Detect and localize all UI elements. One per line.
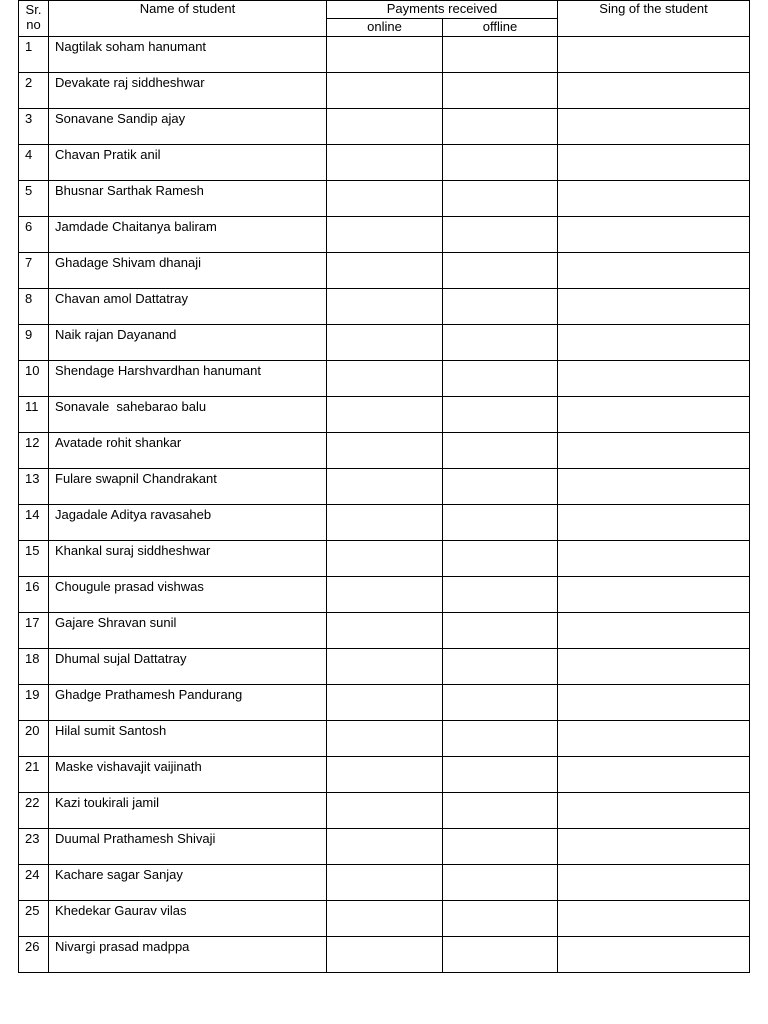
offline-payment-cell xyxy=(443,577,558,613)
student-name-cell: Sonavale sahebarao balu xyxy=(49,397,327,433)
signature-cell xyxy=(558,541,750,577)
offline-payment-cell xyxy=(443,901,558,937)
signature-cell xyxy=(558,829,750,865)
signature-cell xyxy=(558,397,750,433)
sr-no-cell: 11 xyxy=(19,397,49,433)
header-online xyxy=(327,19,443,37)
sr-no-cell: 12 xyxy=(19,433,49,469)
student-name-cell: Nivargi prasad madppa xyxy=(49,937,327,973)
header-offline-label: offline xyxy=(482,19,518,34)
table-row xyxy=(19,289,750,325)
table-row xyxy=(19,721,750,757)
offline-payment-cell xyxy=(443,505,558,541)
offline-payment-cell xyxy=(443,937,558,973)
table-row xyxy=(19,433,750,469)
table-row xyxy=(19,649,750,685)
sr-no-cell: 23 xyxy=(19,829,49,865)
header-sign-label: Sing of the student xyxy=(599,1,708,16)
student-name-cell: Ghadge Prathamesh Pandurang xyxy=(49,685,327,721)
offline-payment-cell xyxy=(443,397,558,433)
offline-payment-cell xyxy=(443,289,558,325)
header-name-label: Name of student xyxy=(139,1,236,16)
online-payment-cell xyxy=(327,73,443,109)
signature-cell xyxy=(558,721,750,757)
student-name-cell: Duumal Prathamesh Shivaji xyxy=(49,829,327,865)
offline-payment-cell xyxy=(443,829,558,865)
signature-cell xyxy=(558,937,750,973)
online-payment-cell xyxy=(327,397,443,433)
signature-cell xyxy=(558,433,750,469)
sr-no-cell: 13 xyxy=(19,469,49,505)
header-payments-received xyxy=(327,1,558,19)
header-online-label: online xyxy=(367,19,402,34)
signature-cell xyxy=(558,649,750,685)
signature-cell xyxy=(558,289,750,325)
online-payment-cell xyxy=(327,217,443,253)
offline-payment-cell xyxy=(443,325,558,361)
student-name-cell: Shendage Harshvardhan hanumant xyxy=(49,361,327,397)
table-row xyxy=(19,469,750,505)
offline-payment-cell xyxy=(443,181,558,217)
signature-cell xyxy=(558,217,750,253)
signature-cell xyxy=(558,685,750,721)
student-name-cell: Kachare sagar Sanjay xyxy=(49,865,327,901)
sr-no-cell: 8 xyxy=(19,289,49,325)
sr-no-cell: 19 xyxy=(19,685,49,721)
table-row xyxy=(19,541,750,577)
online-payment-cell xyxy=(327,901,443,937)
student-name-cell: Kazi toukirali jamil xyxy=(49,793,327,829)
table-row xyxy=(19,901,750,937)
offline-payment-cell xyxy=(443,433,558,469)
sr-no-cell: 2 xyxy=(19,73,49,109)
signature-cell xyxy=(558,505,750,541)
signature-cell xyxy=(558,613,750,649)
sr-no-cell: 20 xyxy=(19,721,49,757)
table-row xyxy=(19,109,750,145)
student-name-cell: Chavan Pratik anil xyxy=(49,145,327,181)
offline-payment-cell xyxy=(443,721,558,757)
signature-cell xyxy=(558,901,750,937)
student-name-cell: Gajare Shravan sunil xyxy=(49,613,327,649)
online-payment-cell xyxy=(327,361,443,397)
sr-no-cell: 4 xyxy=(19,145,49,181)
sr-no-cell: 21 xyxy=(19,757,49,793)
online-payment-cell xyxy=(327,541,443,577)
online-payment-cell xyxy=(327,145,443,181)
online-payment-cell xyxy=(327,505,443,541)
student-name-cell: Khankal suraj siddheshwar xyxy=(49,541,327,577)
offline-payment-cell xyxy=(443,541,558,577)
table-row xyxy=(19,613,750,649)
header-sr-line1: Sr. xyxy=(25,2,42,17)
online-payment-cell xyxy=(327,289,443,325)
online-payment-cell xyxy=(327,829,443,865)
offline-payment-cell xyxy=(443,793,558,829)
offline-payment-cell xyxy=(443,469,558,505)
table-row xyxy=(19,793,750,829)
sr-no-cell: 10 xyxy=(19,361,49,397)
table-row xyxy=(19,397,750,433)
table-row xyxy=(19,253,750,289)
online-payment-cell xyxy=(327,793,443,829)
online-payment-cell xyxy=(327,181,443,217)
online-payment-cell xyxy=(327,433,443,469)
student-name-cell: Ghadage Shivam dhanaji xyxy=(49,253,327,289)
online-payment-cell xyxy=(327,649,443,685)
table-row xyxy=(19,577,750,613)
header-sr-line2: no xyxy=(26,17,41,32)
offline-payment-cell xyxy=(443,145,558,181)
online-payment-cell xyxy=(327,721,443,757)
signature-cell xyxy=(558,865,750,901)
student-name-cell: Avatade rohit shankar xyxy=(49,433,327,469)
offline-payment-cell xyxy=(443,757,558,793)
sr-no-cell: 7 xyxy=(19,253,49,289)
signature-cell xyxy=(558,253,750,289)
student-payment-table xyxy=(18,0,750,973)
sr-no-cell: 5 xyxy=(19,181,49,217)
sr-no-cell: 25 xyxy=(19,901,49,937)
sr-no-cell: 24 xyxy=(19,865,49,901)
sr-no-cell: 17 xyxy=(19,613,49,649)
header-sr-no xyxy=(19,1,49,37)
online-payment-cell xyxy=(327,937,443,973)
online-payment-cell xyxy=(327,613,443,649)
offline-payment-cell xyxy=(443,253,558,289)
student-name-cell: Jamdade Chaitanya baliram xyxy=(49,217,327,253)
table-row xyxy=(19,865,750,901)
signature-cell xyxy=(558,793,750,829)
student-name-cell: Chavan amol Dattatray xyxy=(49,289,327,325)
sr-no-cell: 9 xyxy=(19,325,49,361)
offline-payment-cell xyxy=(443,361,558,397)
header-row-top xyxy=(19,1,750,19)
offline-payment-cell xyxy=(443,685,558,721)
offline-payment-cell xyxy=(443,613,558,649)
online-payment-cell xyxy=(327,325,443,361)
signature-cell xyxy=(558,577,750,613)
signature-cell xyxy=(558,145,750,181)
sr-no-cell: 1 xyxy=(19,37,49,73)
student-name-cell: Naik rajan Dayanand xyxy=(49,325,327,361)
student-name-cell: Khedekar Gaurav vilas xyxy=(49,901,327,937)
signature-cell xyxy=(558,469,750,505)
student-name-cell: Nagtilak soham hanumant xyxy=(49,37,327,73)
offline-payment-cell xyxy=(443,865,558,901)
online-payment-cell xyxy=(327,37,443,73)
sr-no-cell: 22 xyxy=(19,793,49,829)
signature-cell xyxy=(558,325,750,361)
table-row xyxy=(19,217,750,253)
student-name-cell: Sonavane Sandip ajay xyxy=(49,109,327,145)
header-sign-of-student xyxy=(558,1,750,37)
table-row xyxy=(19,37,750,73)
online-payment-cell xyxy=(327,109,443,145)
signature-cell xyxy=(558,757,750,793)
table-row xyxy=(19,181,750,217)
signature-cell xyxy=(558,181,750,217)
signature-cell xyxy=(558,361,750,397)
student-name-cell: Chougule prasad vishwas xyxy=(49,577,327,613)
student-name-cell: Hilal sumit Santosh xyxy=(49,721,327,757)
signature-cell xyxy=(558,73,750,109)
online-payment-cell xyxy=(327,685,443,721)
sr-no-cell: 15 xyxy=(19,541,49,577)
student-name-cell: Bhusnar Sarthak Ramesh xyxy=(49,181,327,217)
header-payments-label: Payments received xyxy=(386,1,498,16)
header-name-of-student xyxy=(49,1,327,37)
offline-payment-cell xyxy=(443,73,558,109)
table-row xyxy=(19,685,750,721)
signature-cell xyxy=(558,37,750,73)
signature-cell xyxy=(558,109,750,145)
header-offline xyxy=(443,19,558,37)
student-name-cell: Maske vishavajit vaijinath xyxy=(49,757,327,793)
student-name-cell: Jagadale Aditya ravasaheb xyxy=(49,505,327,541)
online-payment-cell xyxy=(327,469,443,505)
offline-payment-cell xyxy=(443,649,558,685)
student-name-cell: Dhumal sujal Dattatray xyxy=(49,649,327,685)
sr-no-cell: 16 xyxy=(19,577,49,613)
offline-payment-cell xyxy=(443,37,558,73)
student-name-cell: Fulare swapnil Chandrakant xyxy=(49,469,327,505)
table-row xyxy=(19,505,750,541)
sr-no-cell: 14 xyxy=(19,505,49,541)
table-row xyxy=(19,145,750,181)
table-row xyxy=(19,361,750,397)
online-payment-cell xyxy=(327,865,443,901)
table-row xyxy=(19,325,750,361)
offline-payment-cell xyxy=(443,217,558,253)
online-payment-cell xyxy=(327,757,443,793)
online-payment-cell xyxy=(327,253,443,289)
online-payment-cell xyxy=(327,577,443,613)
sr-no-cell: 6 xyxy=(19,217,49,253)
table-row xyxy=(19,757,750,793)
sr-no-cell: 18 xyxy=(19,649,49,685)
offline-payment-cell xyxy=(443,109,558,145)
table-row xyxy=(19,829,750,865)
table-row xyxy=(19,937,750,973)
sr-no-cell: 26 xyxy=(19,937,49,973)
table-row xyxy=(19,73,750,109)
sr-no-cell: 3 xyxy=(19,109,49,145)
student-name-cell: Devakate raj siddheshwar xyxy=(49,73,327,109)
